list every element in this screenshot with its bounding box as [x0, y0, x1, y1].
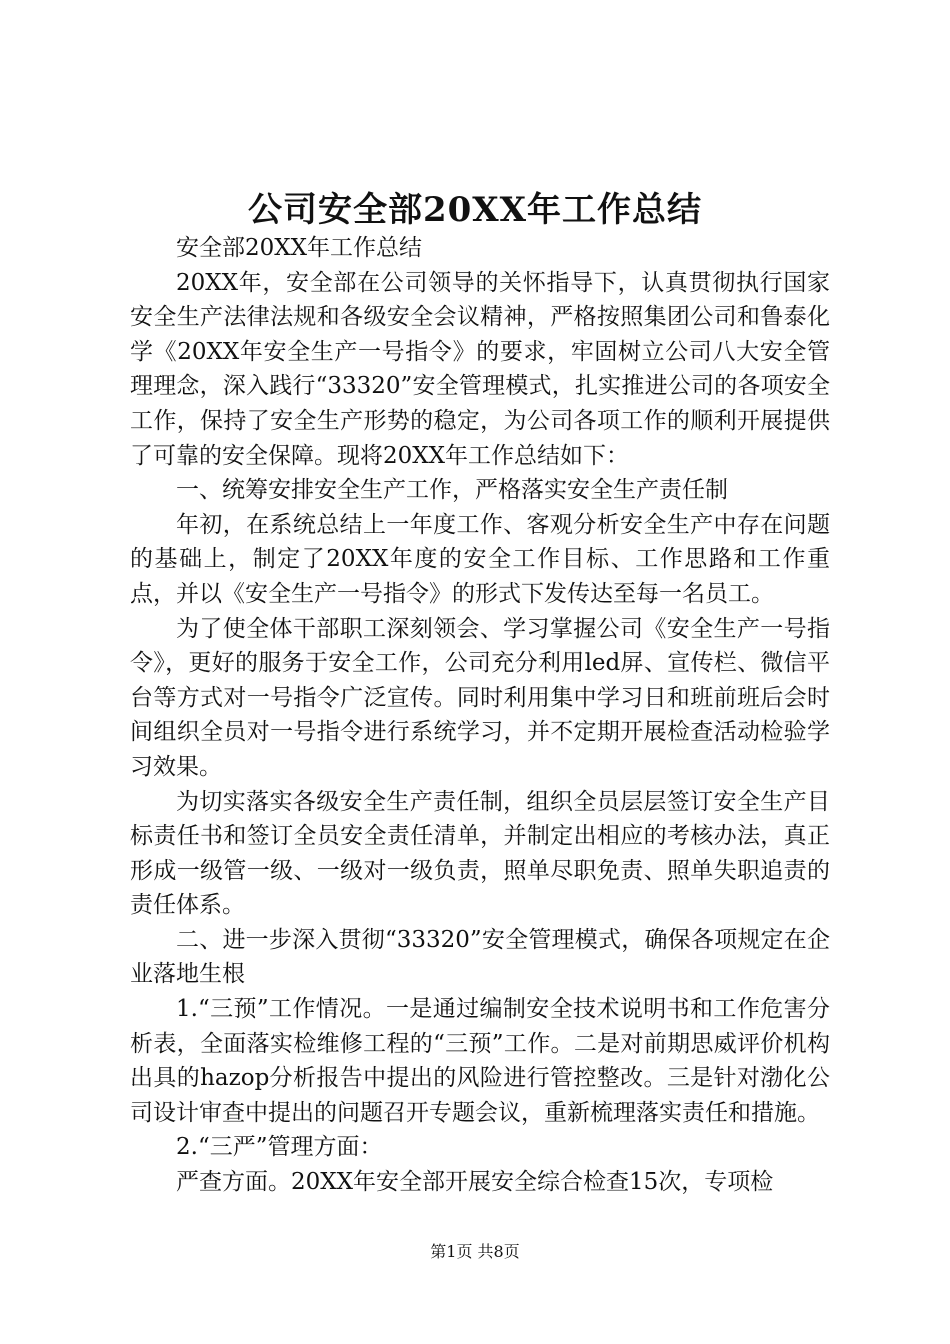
paragraph-intro: 20XX年，安全部在公司领导的关怀指导下，认真贯彻执行国家安全生产法律法规和各级安全会议精神，严格按照集团公司和鲁泰化学《20XX年安全生产一号指令》的要求，牢固树立公司八大安全管理理念，深入践行“33320”安全管理模式，扎实推进公司的各项安全工作，保持了安全生产形势的稳定，为公司各项工作的顺利开展提供了可靠的安全保障。现将20XX年工作总结如下：: [130, 269, 830, 469]
paragraph: 为了使全体干部职工深刻领会、学习掌握公司《安全生产一号指令》，更好的服务于安全工作，公司充分利用led屏、宣传栏、微信平台等方式对一号指令广泛宣传。同时利用集中学习日和班前班后会时间组织全员对一号指令进行系统学习，并不定期开展检查活动检验学习效果。: [130, 615, 830, 780]
section-heading-1: 一、统筹安排安全生产工作，严格落实安全生产责任制: [176, 477, 728, 504]
paragraph: 严查方面。20XX年安全部开展安全综合检查15次，专项检: [176, 1169, 774, 1196]
document-body: [130, 231, 830, 1200]
page-footer: 第1页 共8页: [430, 1242, 520, 1261]
paragraph: 年初，在系统总结上一年度工作、客观分析安全生产中存在问题的基础上，制定了20XX年度的安全工作目标、工作思路和工作重点，并以《安全生产一号指令》的形式下发传达至每一名员工。: [130, 511, 830, 607]
document-title: 公司安全部20XX年工作总结: [247, 190, 703, 230]
paragraph: 2.“三严”管理方面：: [176, 1134, 383, 1161]
section-heading-2: 二、进一步深入贯彻“33320”安全管理模式，确保各项规定在企业落地生根: [130, 926, 830, 988]
paragraph: 为切实落实各级安全生产责任制，组织全员层层签订安全生产目标责任书和签订全员安全责任清单，并制定出相应的考核办法，真正形成一级管一级、一级对一级负责，照单尽职免责、照单失职追责的责任体系。: [130, 788, 830, 919]
paragraph: 1.“三预”工作情况。一是通过编制安全技术说明书和工作危害分析表，全面落实检维修工程的“三预”工作。二是对前期思威评价机构出具的hazop分析报告中提出的风险进行管控整改。三是针对渤化公司设计审查中提出的问题召开专题会议，重新梳理落实责任和措施。: [130, 996, 830, 1126]
paragraph-subtitle: 安全部20XX年工作总结: [176, 235, 423, 261]
